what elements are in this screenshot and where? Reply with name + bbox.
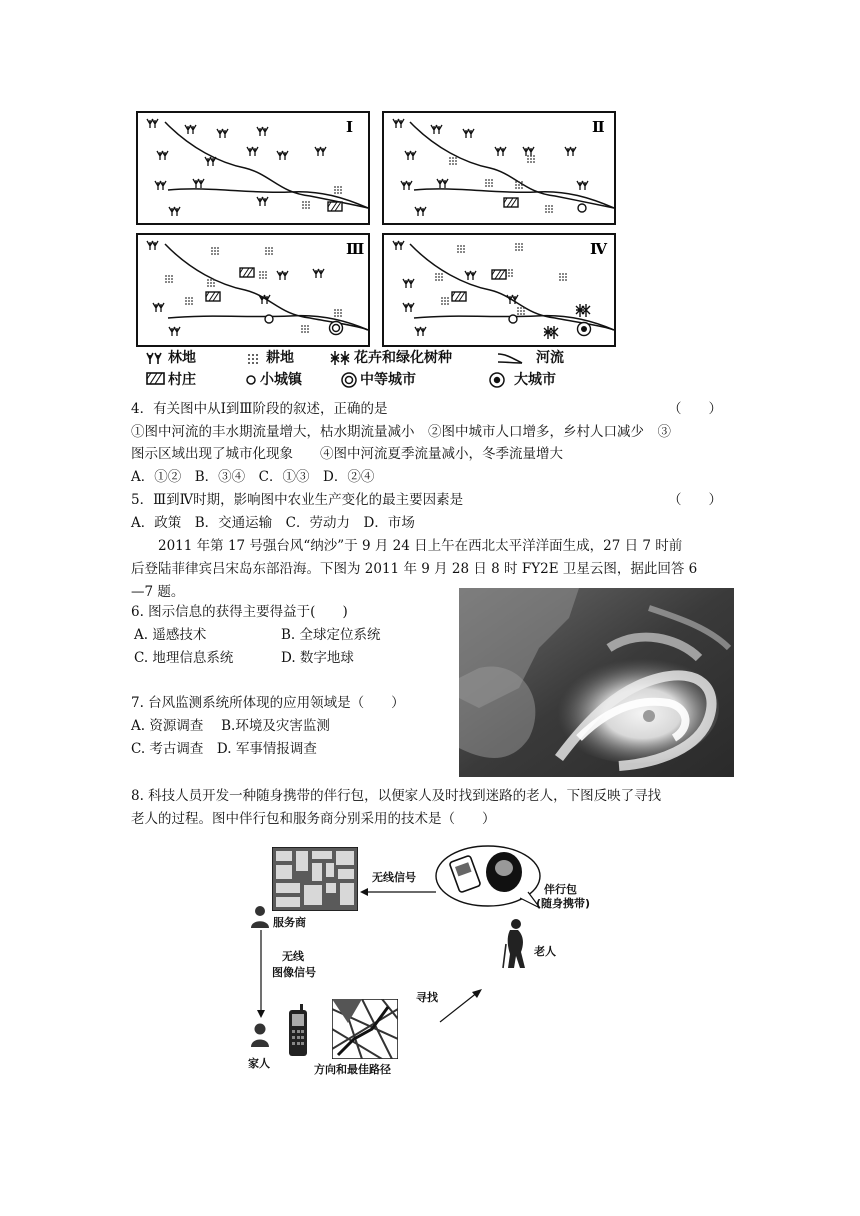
q8-line-2: 老人的过程。图中伴行包和服务商分别采用的技术是（ ） xyxy=(131,811,496,827)
route-map-image xyxy=(332,999,398,1059)
family-label: 家人 xyxy=(248,1057,270,1070)
companion-pack-label: 伴行包 xyxy=(544,883,577,896)
q8-line-1: 8. 科技人员开发一种随身携带的伴行包，以便家人及时找到迷路的老人，下图反映了寻找 xyxy=(131,788,662,804)
q6-stem: 6. 图示信息的获得主要得益于( ) xyxy=(131,604,348,620)
mobile-phone-icon xyxy=(286,1004,310,1058)
q5-stem: 5．Ⅲ到Ⅳ时期，影响图中农业生产变化的最主要因素是 xyxy=(131,492,464,508)
map-panel-4-label: Ⅳ xyxy=(590,240,608,258)
service-provider-label: 服务商 xyxy=(273,916,306,929)
land-use-map-figure xyxy=(130,108,630,348)
companion-pack-note: (随身携带) xyxy=(536,897,591,910)
down-arrow-icon xyxy=(255,930,267,1020)
q5-options: A．政策 B．交通运输 C．劳动力 D．市场 xyxy=(131,515,415,531)
q7-stem: 7. 台风监测系统所体现的应用领域是（ ） xyxy=(131,695,405,711)
q4-options: A．①② B．③④ C．①③ D．②④ xyxy=(131,469,375,485)
legend-forest-label: 林地 xyxy=(168,350,196,366)
passage-line-2: 后登陆菲律宾吕宋岛东部沿海。下图为 2011 年 9 月 28 日 8 时 FY2E 卫星云图，据此回答 6 xyxy=(131,561,698,577)
map-panel-3 xyxy=(137,234,369,346)
q7-options-cd: C. 考古调查 D. 军事情报调查 xyxy=(131,741,317,757)
flowers-icon xyxy=(330,349,352,367)
small-town-icon xyxy=(244,373,258,387)
map-panel-4 xyxy=(383,234,615,346)
q4-stem: 4．有关图中从Ⅰ到Ⅲ阶段的叙述，正确的是 xyxy=(131,401,388,417)
farmland-icon xyxy=(246,352,262,366)
river-icon xyxy=(496,350,524,366)
map-panel-3-label: Ⅲ xyxy=(346,240,365,258)
q6-option-d: D. 数字地球 xyxy=(281,650,354,666)
q5-answer-paren: （ ） xyxy=(668,492,722,508)
companion-pack-bubble xyxy=(432,842,544,912)
map-panel-2-label: Ⅱ xyxy=(592,118,605,136)
search-arrow-icon xyxy=(436,984,486,1026)
service-provider-person-icon xyxy=(250,905,270,929)
wireless-image-label-1: 无线 xyxy=(282,950,304,963)
map-panel-1-label: Ⅰ xyxy=(346,118,354,136)
left-arrow-icon xyxy=(358,886,438,898)
medium-city-icon xyxy=(340,371,358,389)
map-panel-2 xyxy=(383,112,615,224)
elder-person-icon xyxy=(500,918,530,970)
q6-option-c: C. 地理信息系统 xyxy=(134,650,234,666)
satellite-cloud-image xyxy=(459,588,734,777)
passage-line-3: —7 题。 xyxy=(131,584,185,600)
q6-option-b: B. 全球定位系统 xyxy=(281,627,381,643)
forest-icon xyxy=(146,350,168,366)
q4-line-2: 图示区域出现了城市化现象 ④图中河流夏季流量减小，冬季流量增大 xyxy=(131,446,563,462)
family-person-icon xyxy=(250,1022,270,1048)
legend-big-city-label: 大城市 xyxy=(514,372,556,388)
wireless-signal-label: 无线信号 xyxy=(372,871,416,884)
legend-small-town-label: 小城镇 xyxy=(260,372,302,388)
wireless-image-label-2: 图像信号 xyxy=(272,966,316,979)
q4-line-1: ①图中河流的丰水期流量增大，枯水期流量减小 ②图中城市人口增多，乡村人口减少 ③ xyxy=(131,424,671,440)
map-panel-1 xyxy=(137,112,369,224)
legend-river-label: 河流 xyxy=(536,350,564,366)
q4-answer-paren: （ ） xyxy=(668,401,722,417)
big-city-icon xyxy=(488,371,506,389)
legend-medium-city-label: 中等城市 xyxy=(360,372,416,388)
legend-village-label: 村庄 xyxy=(168,372,196,388)
q7-options-ab: A. 资源调查 B.环境及灾害监测 xyxy=(131,718,330,734)
elder-label: 老人 xyxy=(534,945,556,958)
passage-line-1: 2011 年第 17 号强台风“纳沙”于 9 月 24 日上午在西北太平洋洋面生成，27 日 7 时前 xyxy=(158,538,683,554)
village-icon xyxy=(146,372,166,386)
legend-flowers-label: 花卉和绿化树种 xyxy=(354,350,452,366)
legend-farmland-label: 耕地 xyxy=(266,350,294,366)
service-map-image xyxy=(272,847,358,911)
direction-route-label: 方向和最佳路径 xyxy=(314,1063,391,1076)
search-label: 寻找 xyxy=(416,991,438,1004)
q6-option-a: A. 遥感技术 xyxy=(134,627,207,643)
